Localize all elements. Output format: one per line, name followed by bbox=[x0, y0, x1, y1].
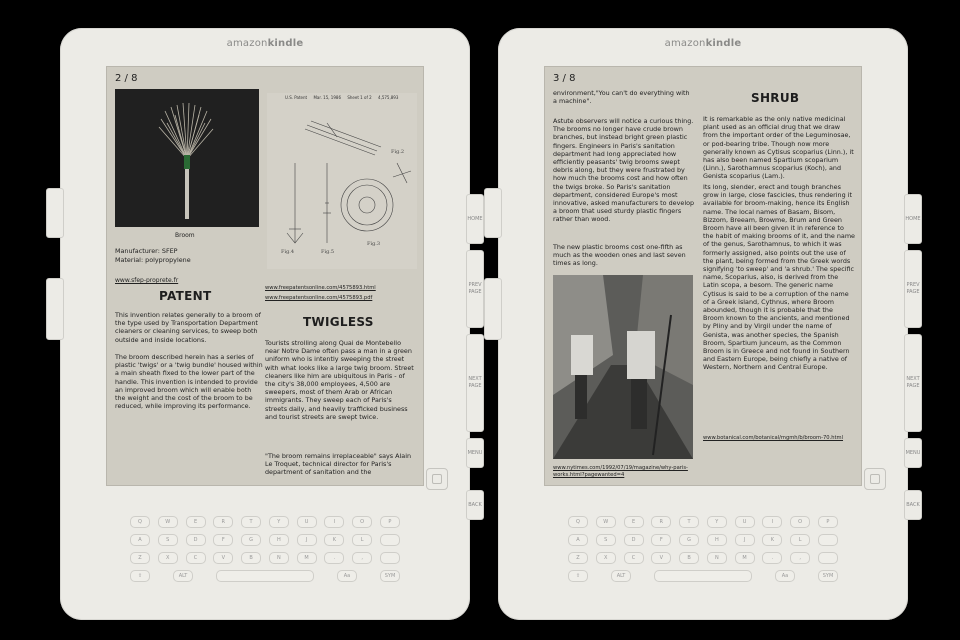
key[interactable]: E bbox=[624, 516, 644, 528]
key[interactable]: R bbox=[651, 516, 671, 528]
home-button[interactable]: HOME bbox=[466, 194, 484, 244]
key[interactable]: W bbox=[158, 516, 178, 528]
key[interactable]: T bbox=[241, 516, 261, 528]
five-way-controller[interactable] bbox=[864, 468, 886, 490]
space-key[interactable] bbox=[216, 570, 314, 582]
key[interactable]: F bbox=[213, 534, 233, 546]
sym-key[interactable]: SYM bbox=[380, 570, 400, 582]
key-return[interactable] bbox=[818, 552, 838, 564]
key[interactable]: K bbox=[762, 534, 782, 546]
kindle-device-left bbox=[60, 28, 483, 620]
heading-shrub: SHRUB bbox=[751, 91, 800, 105]
space-key[interactable] bbox=[654, 570, 752, 582]
key-del[interactable] bbox=[380, 534, 400, 546]
back-button[interactable]: BACK bbox=[904, 490, 922, 520]
key[interactable]: K bbox=[324, 534, 344, 546]
screen-right bbox=[544, 66, 862, 486]
key[interactable]: A bbox=[568, 534, 588, 546]
key[interactable]: D bbox=[624, 534, 644, 546]
key[interactable]: H bbox=[707, 534, 727, 546]
key[interactable]: W bbox=[596, 516, 616, 528]
key[interactable]: L bbox=[352, 534, 372, 546]
sfep-link[interactable]: www.sfep-proprete.fr bbox=[115, 277, 179, 284]
key[interactable]: Y bbox=[707, 516, 727, 528]
svg-text:Fig.2: Fig.2 bbox=[391, 149, 405, 155]
key[interactable]: J bbox=[735, 534, 755, 546]
key[interactable]: H bbox=[269, 534, 289, 546]
key[interactable]: A bbox=[130, 534, 150, 546]
alt-key[interactable]: ALT bbox=[173, 570, 193, 582]
key[interactable]: V bbox=[213, 552, 233, 564]
five-way-controller[interactable] bbox=[426, 468, 448, 490]
photo-scene bbox=[553, 275, 693, 459]
key[interactable]: J bbox=[297, 534, 317, 546]
key[interactable]: E bbox=[186, 516, 206, 528]
page-number: 3 / 8 bbox=[553, 73, 576, 84]
key[interactable]: Q bbox=[568, 516, 588, 528]
key[interactable]: O bbox=[790, 516, 810, 528]
brand-logo: amazonkindle bbox=[664, 38, 742, 49]
key[interactable]: X bbox=[596, 552, 616, 564]
patent-figures bbox=[267, 93, 417, 269]
street-sweepers-photo bbox=[553, 275, 693, 459]
key[interactable]: G bbox=[679, 534, 699, 546]
col1-paragraph-3: The new plastic brooms cost one-fifth as much as the wooden ones and last seven times as long. bbox=[553, 243, 686, 268]
patent-pdf-link[interactable]: www.freepatentsonline.com/4575893.pdf bbox=[265, 295, 373, 301]
key[interactable]: Z bbox=[130, 552, 150, 564]
heading-patent: PATENT bbox=[159, 289, 212, 303]
col1-paragraph-1: environment,"You can't do everything with a machine". bbox=[553, 89, 690, 106]
font-size-key[interactable]: Aa bbox=[337, 570, 357, 582]
key[interactable]: S bbox=[158, 534, 178, 546]
next-page-button-left[interactable] bbox=[484, 278, 502, 340]
key[interactable]: M bbox=[297, 552, 317, 564]
alt-key[interactable]: ALT bbox=[611, 570, 631, 582]
key-return[interactable] bbox=[380, 552, 400, 564]
patent-html-link[interactable]: www.freepatentsonline.com/4575893.html bbox=[265, 285, 376, 291]
key[interactable]: R bbox=[213, 516, 233, 528]
svg-text:Fig.3: Fig.3 bbox=[367, 241, 381, 247]
key[interactable]: T bbox=[679, 516, 699, 528]
svg-text:Fig.4: Fig.4 bbox=[281, 249, 295, 255]
patent-paragraph-1: This invention relates generally to a broom of the type used by Transportation Department cleaners or cleaning services, to sweep both outside and inside locations. bbox=[115, 311, 261, 344]
key[interactable]: C bbox=[186, 552, 206, 564]
patent-header: U.S. Patent Mar. 15, 1986 Sheet 1 of 2 4,575,893 bbox=[285, 95, 399, 100]
broom-caption: Broom bbox=[175, 232, 195, 239]
key[interactable]: S bbox=[596, 534, 616, 546]
screen-left bbox=[106, 66, 424, 486]
key[interactable]: Z bbox=[568, 552, 588, 564]
key[interactable]: Q bbox=[130, 516, 150, 528]
key[interactable]: B bbox=[679, 552, 699, 564]
twigless-paragraph-2: "The broom remains irreplaceable" says Alain Le Troquet, technical director for Paris's department of sanitation and the bbox=[265, 452, 412, 477]
key[interactable]: C bbox=[624, 552, 644, 564]
broom-image bbox=[115, 89, 259, 227]
key[interactable]: V bbox=[651, 552, 671, 564]
key[interactable]: O bbox=[352, 516, 372, 528]
heading-twigless: TWIGLESS bbox=[303, 315, 374, 329]
home-button[interactable]: HOME bbox=[904, 194, 922, 244]
prev-page-button-left[interactable] bbox=[484, 188, 502, 238]
key[interactable]: L bbox=[790, 534, 810, 546]
key[interactable]: . bbox=[324, 552, 344, 564]
key[interactable]: F bbox=[651, 534, 671, 546]
key[interactable]: X bbox=[158, 552, 178, 564]
key[interactable]: G bbox=[241, 534, 261, 546]
key[interactable]: M bbox=[735, 552, 755, 564]
material-text: Material: polypropylene bbox=[115, 256, 191, 264]
key[interactable]: N bbox=[707, 552, 727, 564]
key[interactable]: N bbox=[269, 552, 289, 564]
key[interactable]: , bbox=[352, 552, 372, 564]
botanical-link[interactable]: www.botanical.com/botanical/mgmh/b/broom-70.html bbox=[703, 435, 844, 441]
key[interactable]: B bbox=[241, 552, 261, 564]
next-page-button[interactable]: NEXT PAGE bbox=[466, 334, 484, 432]
shrub-paragraph-1: It is remarkable as the only native medicinal plant used as an official drug that we draw from the important order of the Leguminosae, or pod-bearing tribe. Though now more generally known as Cytisus scoparius (Linn.), it has also been named Spartium scoparium (Linn.), Sarothamnus scoparius (Koch), and Genista scoparius (Lam.). bbox=[703, 115, 854, 181]
broom-illustration bbox=[115, 89, 259, 227]
key[interactable]: I bbox=[762, 516, 782, 528]
prev-page-button-left[interactable] bbox=[46, 188, 64, 238]
next-page-button[interactable]: NEXT PAGE bbox=[904, 334, 922, 432]
manufacturer-text: Manufacturer: SFEP bbox=[115, 247, 178, 255]
next-page-button-left[interactable] bbox=[46, 278, 64, 340]
font-size-key[interactable]: Aa bbox=[775, 570, 795, 582]
key[interactable]: P bbox=[818, 516, 838, 528]
kindle-device-right bbox=[498, 28, 921, 620]
brand-logo: amazonkindle bbox=[226, 38, 304, 49]
key-del[interactable] bbox=[818, 534, 838, 546]
prev-page-button[interactable]: PREV PAGE bbox=[904, 250, 922, 328]
key[interactable]: . bbox=[762, 552, 782, 564]
col1-paragraph-2: Astute observers will notice a curious thing. The brooms no longer have crude brown branches, but instead bright green plastic fingers. Engineers in Paris's sanitation department had long appreciated how efficiently peasants' twig brooms swept debris along, but they were frustrated by how much the brooms cost and how often the twigs broke. So Paris's sanitation department, considered Europe's most innovative, asked manufacturers to develop a broom that used sturdy plastic fingers rather than wood. bbox=[553, 117, 695, 224]
page-number: 2 / 8 bbox=[115, 73, 138, 84]
back-button[interactable]: BACK bbox=[466, 490, 484, 520]
key[interactable]: I bbox=[324, 516, 344, 528]
keyboard bbox=[130, 516, 400, 582]
menu-button[interactable]: MENU bbox=[904, 438, 922, 468]
keyboard bbox=[568, 516, 838, 582]
key[interactable]: Y bbox=[269, 516, 289, 528]
prev-page-button[interactable]: PREV PAGE bbox=[466, 250, 484, 328]
key[interactable]: U bbox=[297, 516, 317, 528]
key[interactable]: P bbox=[380, 516, 400, 528]
key[interactable]: , bbox=[790, 552, 810, 564]
svg-text:Fig.5: Fig.5 bbox=[321, 249, 335, 255]
shift-key[interactable]: ⇧ bbox=[130, 570, 150, 582]
shrub-paragraph-2: Its long, slender, erect and tough branches grow in large, close fascicles, thus rendering it available for broom-making, hence its English name. The local names of Basam, Bisom, Bizzom, Breeam, Browme, Brum and Green Broom have all been given it in reference to the habit of making brooms of it, and the name of the genus, Sarothamnus, to which it was formerly assigned, also points out the use of the plant, being formed from the Greek words signifying 'to sweep' and 'a shrub.' The specific name, Scoparius, also, is derived from the Latin scopa, a besom. The generic name Cytisus is said to be a corruption of the name of a Greek island, Cythnus, where Broom abounded, though it is probable that the Broom known to the ancients, and mentioned by Pliny and by Virgil under the name of Genista, was another species, the Spanish Broom, Spartium junceum, as the Common Broom is in Greece and not found in Southern and Eastern Europe, being chiefly a native of Western, Northern and Central Europe. bbox=[703, 183, 855, 372]
key[interactable]: U bbox=[735, 516, 755, 528]
patent-paragraph-2: The broom described herein has a series of plastic 'twigs' or a 'twig bundle' housed within a main sheath fixed to the lower part of the handle. This invention is intended to provide an improved broom which will enable both the weight and the cost of the broom to be reduced, while improving its performance. bbox=[115, 353, 263, 411]
sym-key[interactable]: SYM bbox=[818, 570, 838, 582]
shift-key[interactable]: ⇧ bbox=[568, 570, 588, 582]
nytimes-link[interactable]: www.nytimes.com/1992/07/19/magazine/why-paris-works.html?pagewanted=4 bbox=[553, 465, 688, 478]
menu-button[interactable]: MENU bbox=[466, 438, 484, 468]
patent-drawing bbox=[267, 93, 417, 269]
twigless-paragraph-1: Tourists strolling along Quai de Montebello near Notre Dame often pass a man in a green uniform who is intently sweeping the street with what looks like a large twig broom. Street cleaners like him are ubiquitous in Paris - of the city's 38,000 employees, 4,500 are sweepers, most of them Arab or African immigrants. They sweep each of Paris's streets daily, and heavily trafficked business and tourist streets are swept twice. bbox=[265, 339, 414, 421]
key[interactable]: D bbox=[186, 534, 206, 546]
